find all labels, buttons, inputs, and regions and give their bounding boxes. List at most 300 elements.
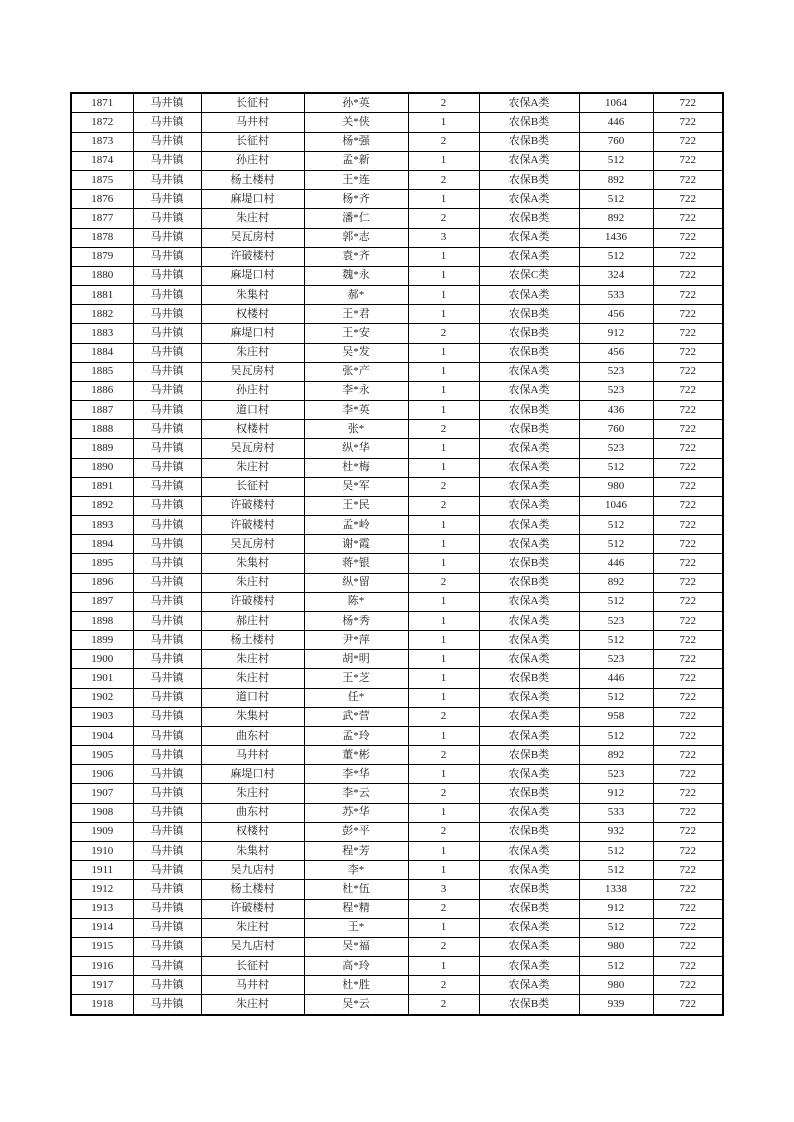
cell-standard: 722	[653, 573, 723, 592]
table-row	[71, 631, 723, 650]
cell-village: 权楼村	[201, 822, 304, 841]
cell-category: 农保A类	[479, 458, 579, 477]
cell-standard: 722	[653, 918, 723, 937]
table-row	[71, 688, 723, 707]
table-row	[71, 266, 723, 285]
cell-name: 纵*华	[304, 439, 408, 458]
cell-standard: 722	[653, 861, 723, 880]
cell-town: 马井镇	[133, 209, 201, 228]
cell-category: 农保B类	[479, 324, 579, 343]
cell-seq: 1871	[71, 93, 133, 113]
cell-standard: 722	[653, 765, 723, 784]
cell-village: 马井村	[201, 746, 304, 765]
cell-standard: 722	[653, 286, 723, 305]
cell-amount: 446	[579, 113, 653, 132]
table-row	[71, 822, 723, 841]
cell-amount: 456	[579, 305, 653, 324]
cell-category: 农保A类	[479, 247, 579, 266]
cell-town: 马井镇	[133, 190, 201, 209]
table-row	[71, 880, 723, 899]
cell-seq: 1915	[71, 937, 133, 956]
cell-category: 农保A类	[479, 592, 579, 611]
cell-amount: 436	[579, 401, 653, 420]
cell-amount: 512	[579, 631, 653, 650]
cell-town: 马井镇	[133, 611, 201, 630]
cell-town: 马井镇	[133, 976, 201, 995]
cell-name: 李*云	[304, 784, 408, 803]
cell-name: 尹*萍	[304, 631, 408, 650]
cell-amount: 512	[579, 190, 653, 209]
cell-town: 马井镇	[133, 286, 201, 305]
cell-village: 杨土楼村	[201, 631, 304, 650]
cell-category: 农保A类	[479, 842, 579, 861]
table-row	[71, 343, 723, 362]
cell-count: 1	[408, 247, 479, 266]
cell-seq: 1909	[71, 822, 133, 841]
cell-count: 1	[408, 842, 479, 861]
cell-village: 道口村	[201, 401, 304, 420]
cell-town: 马井镇	[133, 420, 201, 439]
cell-category: 农保A类	[479, 477, 579, 496]
cell-amount: 892	[579, 209, 653, 228]
cell-amount: 939	[579, 995, 653, 1015]
cell-count: 1	[408, 113, 479, 132]
cell-standard: 722	[653, 899, 723, 918]
cell-standard: 722	[653, 228, 723, 247]
cell-village: 吴瓦房村	[201, 362, 304, 381]
table-row	[71, 650, 723, 669]
cell-standard: 722	[653, 247, 723, 266]
cell-seq: 1908	[71, 803, 133, 822]
cell-amount: 958	[579, 707, 653, 726]
cell-count: 2	[408, 746, 479, 765]
cell-amount: 512	[579, 688, 653, 707]
cell-town: 马井镇	[133, 803, 201, 822]
cell-count: 2	[408, 496, 479, 515]
cell-count: 1	[408, 362, 479, 381]
cell-town: 马井镇	[133, 995, 201, 1015]
cell-count: 2	[408, 132, 479, 151]
cell-town: 马井镇	[133, 516, 201, 535]
table-row	[71, 247, 723, 266]
cell-category: 农保A类	[479, 151, 579, 170]
cell-standard: 722	[653, 190, 723, 209]
cell-village: 许破楼村	[201, 592, 304, 611]
cell-count: 2	[408, 170, 479, 189]
cell-name: 李*英	[304, 401, 408, 420]
cell-amount: 912	[579, 784, 653, 803]
cell-standard: 722	[653, 420, 723, 439]
table-body	[71, 93, 723, 1015]
cell-village: 朱庄村	[201, 458, 304, 477]
cell-name: 孙*英	[304, 93, 408, 113]
cell-count: 1	[408, 861, 479, 880]
cell-category: 农保A类	[479, 439, 579, 458]
cell-name: 杜*胜	[304, 976, 408, 995]
cell-name: 蒋*银	[304, 554, 408, 573]
cell-town: 马井镇	[133, 247, 201, 266]
cell-town: 马井镇	[133, 170, 201, 189]
cell-name: 郝*	[304, 286, 408, 305]
cell-amount: 512	[579, 918, 653, 937]
cell-name: 吴*福	[304, 937, 408, 956]
cell-name: 胡*明	[304, 650, 408, 669]
cell-amount: 446	[579, 669, 653, 688]
cell-category: 农保A类	[479, 228, 579, 247]
cell-village: 朱庄村	[201, 918, 304, 937]
cell-name: 王*连	[304, 170, 408, 189]
cell-name: 孟*岭	[304, 516, 408, 535]
cell-village: 朱集村	[201, 842, 304, 861]
cell-town: 马井镇	[133, 439, 201, 458]
table-row	[71, 995, 723, 1015]
cell-standard: 722	[653, 707, 723, 726]
cell-standard: 722	[653, 611, 723, 630]
cell-seq: 1916	[71, 957, 133, 976]
cell-count: 1	[408, 592, 479, 611]
cell-town: 马井镇	[133, 113, 201, 132]
cell-amount: 533	[579, 803, 653, 822]
cell-amount: 760	[579, 420, 653, 439]
cell-seq: 1917	[71, 976, 133, 995]
table-row	[71, 707, 723, 726]
cell-village: 长征村	[201, 93, 304, 113]
cell-village: 马井村	[201, 113, 304, 132]
cell-town: 马井镇	[133, 707, 201, 726]
cell-amount: 446	[579, 554, 653, 573]
cell-name: 王*君	[304, 305, 408, 324]
cell-seq: 1873	[71, 132, 133, 151]
cell-seq: 1905	[71, 746, 133, 765]
cell-name: 潘*仁	[304, 209, 408, 228]
table-row	[71, 496, 723, 515]
cell-count: 2	[408, 573, 479, 592]
cell-category: 农保B类	[479, 420, 579, 439]
cell-category: 农保B类	[479, 784, 579, 803]
cell-count: 1	[408, 516, 479, 535]
cell-town: 马井镇	[133, 132, 201, 151]
cell-category: 农保B类	[479, 209, 579, 228]
cell-seq: 1899	[71, 631, 133, 650]
table-row	[71, 420, 723, 439]
cell-village: 权楼村	[201, 305, 304, 324]
cell-village: 吴九店村	[201, 861, 304, 880]
cell-category: 农保A类	[479, 362, 579, 381]
cell-standard: 722	[653, 343, 723, 362]
table-row	[71, 765, 723, 784]
cell-standard: 722	[653, 151, 723, 170]
cell-seq: 1877	[71, 209, 133, 228]
table-row	[71, 669, 723, 688]
table-row	[71, 170, 723, 189]
table-row	[71, 362, 723, 381]
cell-standard: 722	[653, 362, 723, 381]
cell-amount: 324	[579, 266, 653, 285]
table-row	[71, 305, 723, 324]
table-row	[71, 784, 723, 803]
cell-category: 农保B类	[479, 995, 579, 1015]
cell-seq: 1907	[71, 784, 133, 803]
cell-count: 1	[408, 535, 479, 554]
cell-seq: 1910	[71, 842, 133, 861]
cell-category: 农保C类	[479, 266, 579, 285]
cell-town: 马井镇	[133, 362, 201, 381]
cell-seq: 1887	[71, 401, 133, 420]
cell-count: 1	[408, 343, 479, 362]
cell-seq: 1875	[71, 170, 133, 189]
cell-name: 孟*新	[304, 151, 408, 170]
cell-count: 2	[408, 707, 479, 726]
cell-seq: 1881	[71, 286, 133, 305]
cell-standard: 722	[653, 822, 723, 841]
cell-amount: 512	[579, 516, 653, 535]
cell-category: 农保A类	[479, 707, 579, 726]
cell-village: 麻堤口村	[201, 324, 304, 343]
cell-seq: 1898	[71, 611, 133, 630]
cell-amount: 1064	[579, 93, 653, 113]
cell-count: 2	[408, 937, 479, 956]
cell-town: 马井镇	[133, 726, 201, 745]
cell-seq: 1906	[71, 765, 133, 784]
cell-count: 1	[408, 726, 479, 745]
cell-town: 马井镇	[133, 151, 201, 170]
cell-amount: 1046	[579, 496, 653, 515]
cell-town: 马井镇	[133, 401, 201, 420]
cell-amount: 523	[579, 439, 653, 458]
cell-town: 马井镇	[133, 554, 201, 573]
cell-category: 农保A类	[479, 190, 579, 209]
cell-standard: 722	[653, 170, 723, 189]
cell-category: 农保B类	[479, 132, 579, 151]
cell-standard: 722	[653, 957, 723, 976]
cell-village: 麻堤口村	[201, 266, 304, 285]
cell-village: 许破楼村	[201, 247, 304, 266]
table-row	[71, 477, 723, 496]
table-row	[71, 976, 723, 995]
cell-town: 马井镇	[133, 746, 201, 765]
cell-town: 马井镇	[133, 343, 201, 362]
cell-village: 吴九店村	[201, 937, 304, 956]
cell-seq: 1891	[71, 477, 133, 496]
table-row	[71, 93, 723, 113]
table-row	[71, 899, 723, 918]
cell-village: 许破楼村	[201, 516, 304, 535]
cell-count: 1	[408, 669, 479, 688]
cell-name: 吴*云	[304, 995, 408, 1015]
cell-category: 农保B类	[479, 305, 579, 324]
cell-name: 杨*强	[304, 132, 408, 151]
table-row	[71, 554, 723, 573]
cell-category: 农保A类	[479, 803, 579, 822]
cell-seq: 1903	[71, 707, 133, 726]
cell-village: 麻堤口村	[201, 765, 304, 784]
cell-count: 1	[408, 765, 479, 784]
cell-name: 高*玲	[304, 957, 408, 976]
cell-amount: 512	[579, 726, 653, 745]
cell-count: 2	[408, 995, 479, 1015]
cell-amount: 512	[579, 535, 653, 554]
cell-seq: 1884	[71, 343, 133, 362]
cell-town: 马井镇	[133, 861, 201, 880]
cell-seq: 1889	[71, 439, 133, 458]
cell-name: 张*	[304, 420, 408, 439]
cell-town: 马井镇	[133, 880, 201, 899]
cell-standard: 722	[653, 305, 723, 324]
cell-name: 李*永	[304, 381, 408, 400]
cell-village: 许破楼村	[201, 496, 304, 515]
cell-standard: 722	[653, 784, 723, 803]
cell-name: 李*华	[304, 765, 408, 784]
cell-seq: 1888	[71, 420, 133, 439]
cell-town: 马井镇	[133, 937, 201, 956]
cell-village: 朱庄村	[201, 573, 304, 592]
cell-village: 朱庄村	[201, 343, 304, 362]
table-row	[71, 228, 723, 247]
cell-town: 马井镇	[133, 228, 201, 247]
cell-standard: 722	[653, 93, 723, 113]
cell-amount: 512	[579, 458, 653, 477]
cell-count: 1	[408, 918, 479, 937]
cell-standard: 722	[653, 439, 723, 458]
cell-category: 农保A类	[479, 496, 579, 515]
cell-seq: 1904	[71, 726, 133, 745]
cell-count: 1	[408, 266, 479, 285]
cell-amount: 512	[579, 861, 653, 880]
cell-town: 马井镇	[133, 305, 201, 324]
cell-village: 朱集村	[201, 286, 304, 305]
cell-village: 杨土楼村	[201, 170, 304, 189]
cell-town: 马井镇	[133, 765, 201, 784]
cell-amount: 512	[579, 957, 653, 976]
cell-amount: 980	[579, 937, 653, 956]
cell-village: 杨土楼村	[201, 880, 304, 899]
table-row	[71, 726, 723, 745]
cell-standard: 722	[653, 381, 723, 400]
cell-count: 1	[408, 611, 479, 630]
cell-seq: 1882	[71, 305, 133, 324]
cell-name: 李*	[304, 861, 408, 880]
cell-standard: 722	[653, 516, 723, 535]
cell-name: 郭*志	[304, 228, 408, 247]
cell-amount: 533	[579, 286, 653, 305]
cell-town: 马井镇	[133, 784, 201, 803]
cell-seq: 1895	[71, 554, 133, 573]
table-row	[71, 842, 723, 861]
cell-count: 1	[408, 401, 479, 420]
table-row	[71, 746, 723, 765]
cell-category: 农保A类	[479, 765, 579, 784]
cell-amount: 512	[579, 151, 653, 170]
cell-count: 1	[408, 439, 479, 458]
cell-standard: 722	[653, 976, 723, 995]
table-row	[71, 190, 723, 209]
cell-category: 农保B类	[479, 401, 579, 420]
cell-category: 农保A类	[479, 631, 579, 650]
cell-count: 1	[408, 554, 479, 573]
cell-seq: 1886	[71, 381, 133, 400]
cell-category: 农保B类	[479, 343, 579, 362]
cell-amount: 512	[579, 842, 653, 861]
cell-town: 马井镇	[133, 496, 201, 515]
table-row	[71, 592, 723, 611]
cell-town: 马井镇	[133, 918, 201, 937]
cell-village: 吴瓦房村	[201, 535, 304, 554]
cell-name: 孟*玲	[304, 726, 408, 745]
cell-seq: 1879	[71, 247, 133, 266]
cell-category: 农保B类	[479, 573, 579, 592]
cell-standard: 722	[653, 477, 723, 496]
cell-amount: 892	[579, 170, 653, 189]
cell-town: 马井镇	[133, 631, 201, 650]
cell-category: 农保B类	[479, 746, 579, 765]
cell-seq: 1902	[71, 688, 133, 707]
cell-name: 王*民	[304, 496, 408, 515]
cell-category: 农保B类	[479, 113, 579, 132]
cell-standard: 722	[653, 113, 723, 132]
cell-village: 长征村	[201, 957, 304, 976]
cell-category: 农保A类	[479, 286, 579, 305]
cell-name: 张*产	[304, 362, 408, 381]
cell-category: 农保B类	[479, 880, 579, 899]
cell-seq: 1900	[71, 650, 133, 669]
cell-town: 马井镇	[133, 592, 201, 611]
cell-village: 孙庄村	[201, 151, 304, 170]
cell-town: 马井镇	[133, 669, 201, 688]
cell-count: 2	[408, 899, 479, 918]
cell-town: 马井镇	[133, 477, 201, 496]
cell-amount: 523	[579, 611, 653, 630]
cell-standard: 722	[653, 995, 723, 1015]
cell-standard: 722	[653, 726, 723, 745]
cell-seq: 1893	[71, 516, 133, 535]
cell-category: 农保A类	[479, 650, 579, 669]
table-row	[71, 516, 723, 535]
table-row	[71, 439, 723, 458]
cell-seq: 1911	[71, 861, 133, 880]
cell-name: 程*芳	[304, 842, 408, 861]
cell-name: 陈*	[304, 592, 408, 611]
cell-village: 朱庄村	[201, 995, 304, 1015]
cell-village: 道口村	[201, 688, 304, 707]
cell-village: 朱集村	[201, 554, 304, 573]
table-row	[71, 401, 723, 420]
table-row	[71, 209, 723, 228]
cell-village: 郝庄村	[201, 611, 304, 630]
cell-standard: 722	[653, 458, 723, 477]
cell-name: 任*	[304, 688, 408, 707]
cell-name: 魏*永	[304, 266, 408, 285]
cell-town: 马井镇	[133, 899, 201, 918]
cell-town: 马井镇	[133, 650, 201, 669]
cell-category: 农保B类	[479, 554, 579, 573]
cell-village: 长征村	[201, 477, 304, 496]
cell-standard: 722	[653, 554, 723, 573]
table-row	[71, 957, 723, 976]
beneficiary-table	[70, 92, 724, 1016]
cell-standard: 722	[653, 880, 723, 899]
cell-amount: 932	[579, 822, 653, 841]
cell-category: 农保A类	[479, 535, 579, 554]
cell-amount: 523	[579, 381, 653, 400]
table-row	[71, 286, 723, 305]
cell-village: 长征村	[201, 132, 304, 151]
cell-amount: 892	[579, 573, 653, 592]
cell-village: 马井村	[201, 976, 304, 995]
cell-count: 1	[408, 286, 479, 305]
cell-village: 吴瓦房村	[201, 439, 304, 458]
cell-seq: 1883	[71, 324, 133, 343]
table-row	[71, 324, 723, 343]
